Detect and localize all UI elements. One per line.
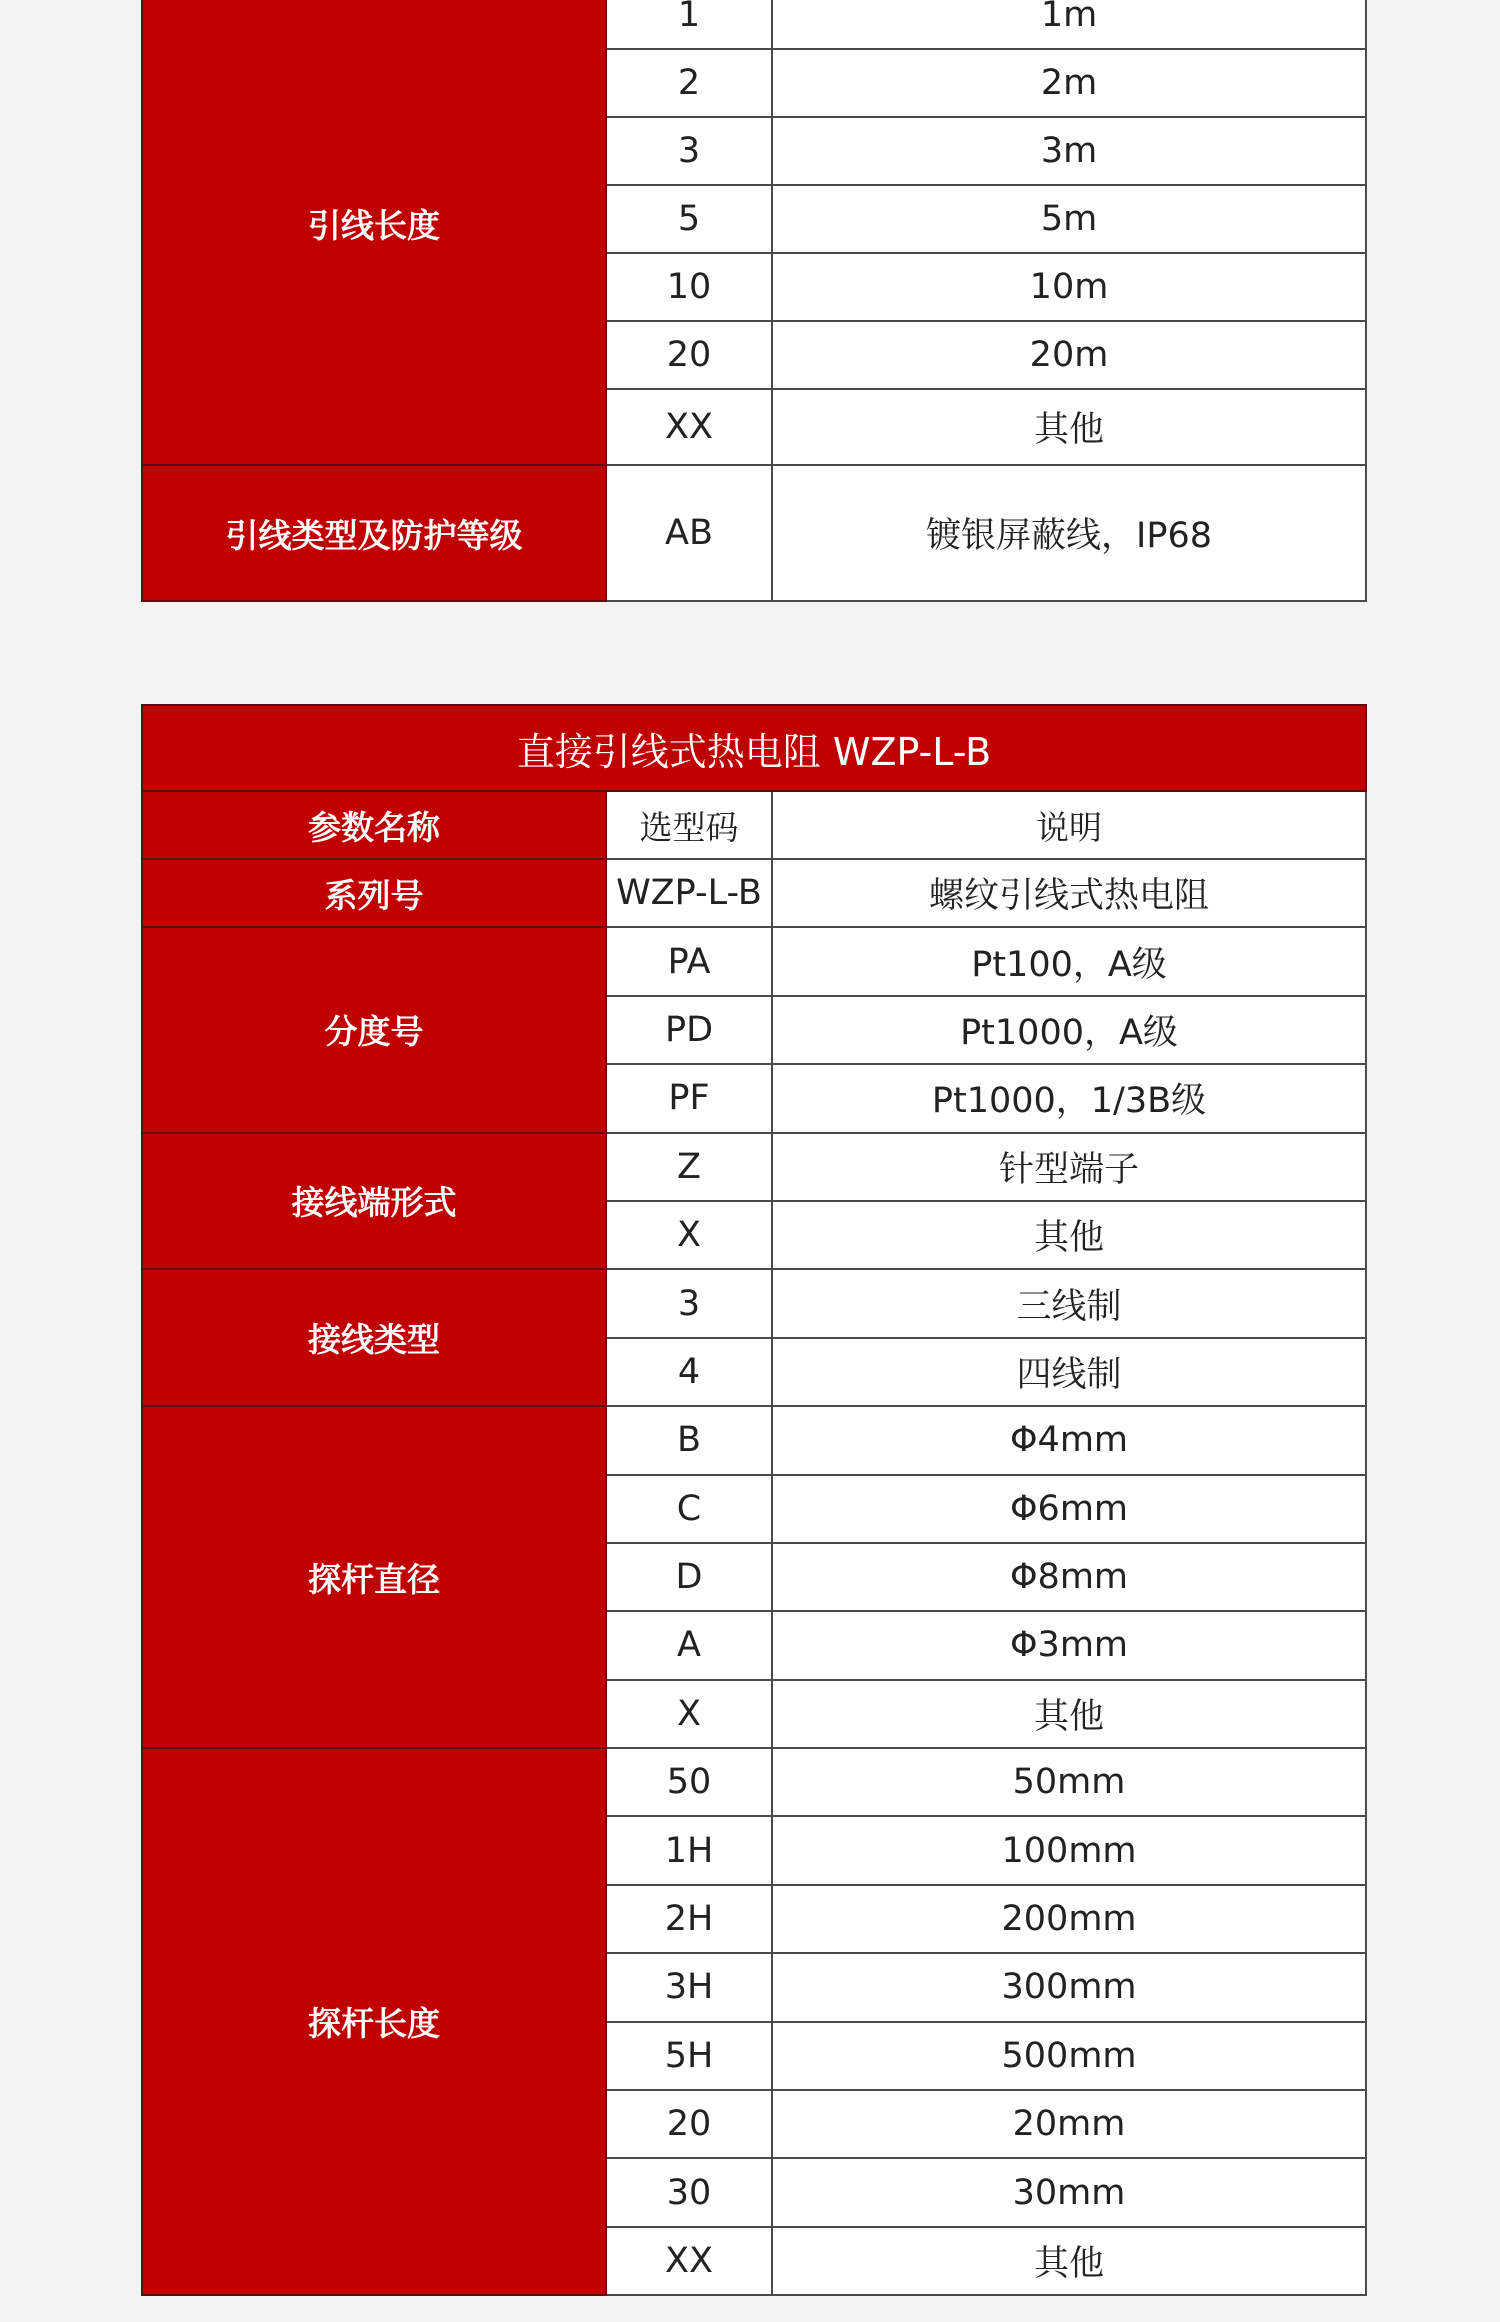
code-cell: 1 [606, 0, 772, 49]
desc-cell: 30mm [772, 2158, 1366, 2226]
table-row [142, 1748, 1366, 1816]
table-row [142, 1406, 1366, 1474]
code-cell: AB [606, 465, 772, 601]
desc-cell: 200mm [772, 1885, 1366, 1953]
param-name-cell: 接线端形式 [142, 1133, 606, 1270]
code-cell: 2H [606, 1885, 772, 1953]
desc-cell: 其他 [772, 1680, 1366, 1748]
code-cell: 20 [606, 2090, 772, 2158]
desc-cell: 三线制 [772, 1269, 1366, 1337]
desc-cell: 其他 [772, 389, 1366, 465]
code-cell: 30 [606, 2158, 772, 2226]
code-cell: B [606, 1406, 772, 1474]
param-name-cell: 探杆长度 [142, 1748, 606, 2295]
code-cell: 10 [606, 253, 772, 321]
desc-cell: 镀银屏蔽线，IP68 [772, 465, 1366, 601]
code-cell: PA [606, 927, 772, 995]
lead-wire-spec-table [141, 0, 1367, 602]
desc-cell: 四线制 [772, 1338, 1366, 1406]
desc-cell: 5m [772, 185, 1366, 253]
code-cell: 2 [606, 49, 772, 117]
code-cell: Z [606, 1133, 772, 1201]
table-row [142, 927, 1366, 995]
desc-cell: 500mm [772, 2022, 1366, 2090]
header-code: 选型码 [606, 791, 772, 859]
desc-cell: 10m [772, 253, 1366, 321]
header-desc: 说明 [772, 791, 1366, 859]
code-cell: 3 [606, 117, 772, 185]
code-cell: 20 [606, 321, 772, 389]
code-cell: 3 [606, 1269, 772, 1337]
table-row [142, 1269, 1366, 1337]
code-cell: D [606, 1543, 772, 1611]
code-cell: PD [606, 996, 772, 1064]
desc-cell: 20m [772, 321, 1366, 389]
desc-cell: 20mm [772, 2090, 1366, 2158]
desc-cell: 100mm [772, 1816, 1366, 1884]
code-cell: WZP-L-B [606, 859, 772, 927]
desc-cell: Φ6mm [772, 1475, 1366, 1543]
param-name-cell: 接线类型 [142, 1269, 606, 1406]
desc-cell: 1m [772, 0, 1366, 49]
desc-cell: 其他 [772, 1201, 1366, 1269]
param-name-cell: 引线长度 [142, 0, 606, 465]
desc-cell: Φ4mm [772, 1406, 1366, 1474]
desc-cell: Φ8mm [772, 1543, 1366, 1611]
header-param-name: 参数名称 [142, 791, 606, 859]
table-row [142, 0, 1366, 49]
code-cell: XX [606, 2227, 772, 2295]
desc-cell: Φ3mm [772, 1611, 1366, 1679]
code-cell: 5H [606, 2022, 772, 2090]
table-title: 直接引线式热电阻 WZP-L-B [142, 705, 1366, 791]
table-row [142, 465, 1366, 601]
desc-cell: 50mm [772, 1748, 1366, 1816]
table-row [142, 1133, 1366, 1201]
code-cell: 3H [606, 1953, 772, 2021]
code-cell: 4 [606, 1338, 772, 1406]
code-cell: XX [606, 389, 772, 465]
code-cell: C [606, 1475, 772, 1543]
desc-cell: 针型端子 [772, 1133, 1366, 1201]
desc-cell: 螺纹引线式热电阻 [772, 859, 1366, 927]
table-row [142, 859, 1366, 927]
param-name-cell: 系列号 [142, 859, 606, 927]
desc-cell: 300mm [772, 1953, 1366, 2021]
desc-cell: Pt1000，A级 [772, 996, 1366, 1064]
param-name-cell: 分度号 [142, 927, 606, 1132]
code-cell: X [606, 1680, 772, 1748]
desc-cell: Pt100，A级 [772, 927, 1366, 995]
param-name-cell: 引线类型及防护等级 [142, 465, 606, 601]
desc-cell: 其他 [772, 2227, 1366, 2295]
code-cell: 1H [606, 1816, 772, 1884]
code-cell: A [606, 1611, 772, 1679]
table-header-row [142, 791, 1366, 859]
table-title-row [142, 705, 1366, 791]
wzp-l-b-selection-table [141, 704, 1367, 2296]
desc-cell: 2m [772, 49, 1366, 117]
code-cell: PF [606, 1064, 772, 1132]
code-cell: 5 [606, 185, 772, 253]
code-cell: 50 [606, 1748, 772, 1816]
param-name-cell: 探杆直径 [142, 1406, 606, 1748]
desc-cell: Pt1000，1/3B级 [772, 1064, 1366, 1132]
desc-cell: 3m [772, 117, 1366, 185]
code-cell: X [606, 1201, 772, 1269]
